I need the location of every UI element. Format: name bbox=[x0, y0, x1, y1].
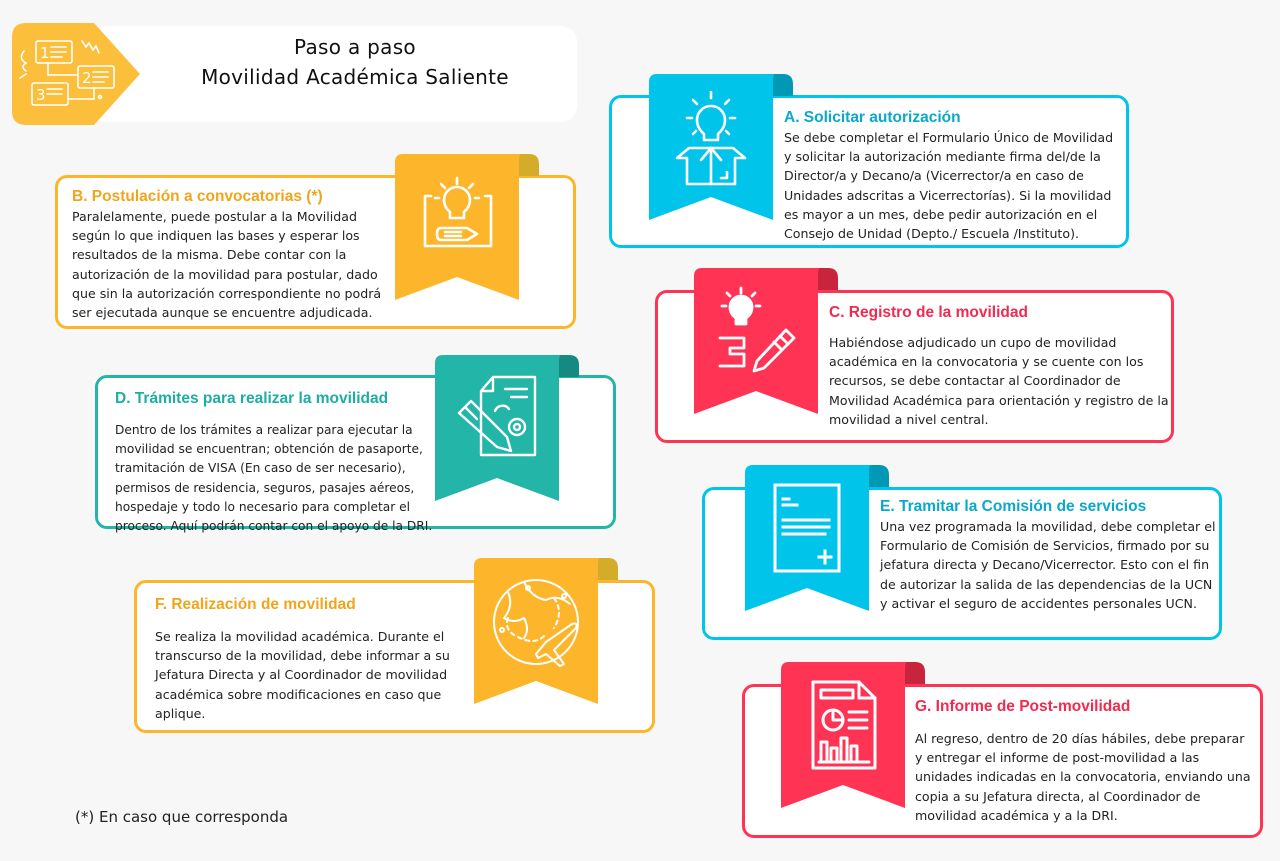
footnote: (*) En caso que corresponda bbox=[75, 808, 289, 826]
step-body-d: Dentro de los trámites a realizar para ejecutar la movilidad se encuentran; obtención de pasaporte, tramitación de VISA (En caso de ser necesario), permisos de residencia, seguros, pasajes aéreos, hospedaje y todo lo necesario para completar el proceso. Aquí podrán contar con el apoyo de la DRI. bbox=[115, 423, 433, 534]
step-title-a: A. Solicitar autorización bbox=[784, 109, 961, 126]
step-text-f bbox=[155, 595, 475, 723]
step-title-d: D. Trámites para realizar la movilidad bbox=[115, 390, 389, 407]
svg-text:2: 2 bbox=[82, 69, 92, 87]
numbered-steps-icon bbox=[12, 23, 142, 125]
step-text-b bbox=[72, 187, 397, 322]
step-title-e: E. Tramitar la Comisión de servicios bbox=[880, 498, 1147, 515]
step-text-a bbox=[784, 108, 1124, 243]
step-ribbon-e bbox=[745, 465, 891, 615]
step-body-b: Paralelamente, puede postular a la Movilidad según lo que indiquen las bases y esperar los resultados de la misma. Debe contar con la autorización de la movilidad para postular, dado que sin la autorización correspondiente no podrá ser ejecutada aunque se encuentre adjudicada. bbox=[72, 209, 382, 321]
header-badge bbox=[12, 23, 142, 125]
step-body-a: Se debe completar el Formulario Único de Movilidad y solicitar la autorización mediante firma del/de la Director/a y Decano/a (Vicerrector/a en caso de Unidades adscritas a Vicerrectorías). Si la movilidad es mayor a un mes, debe pedir autorización en el Consejo de Unidad (Depto./ Escuela /Instituto). bbox=[784, 130, 1114, 242]
step-text-e bbox=[880, 497, 1220, 613]
step-ribbon-g bbox=[781, 662, 927, 812]
step-body-c: Habiéndose adjudicado un cupo de movilidad académica en la convocatoria y se cuente con los recursos, se debe contactar al Coordinador de Movilidad Académica para orientación y registro de la movilidad a nivel central. bbox=[829, 335, 1169, 427]
page-title bbox=[140, 32, 570, 92]
step-title-b: B. Postulación a convocatorias (*) bbox=[72, 188, 323, 205]
step-ribbon-d bbox=[435, 355, 581, 505]
step-text-g bbox=[915, 697, 1255, 825]
step-ribbon-c bbox=[694, 268, 840, 418]
svg-text:1: 1 bbox=[40, 44, 50, 62]
step-text-c bbox=[829, 303, 1169, 429]
step-body-e: Una vez programada la movilidad, debe completar el Formulario de Comisión de Servicios, firmado por su jefatura directa y Decano/Vicerrector. Esto con el fin de autorizar la salida de las dependencias de la UCN y activar el seguro de accidentes personales UCN. bbox=[880, 519, 1216, 611]
page-title-line2: Movilidad Académica Saliente bbox=[201, 65, 509, 89]
step-body-g: Al regreso, dentro de 20 días hábiles, debe preparar y entregar el informe de post-movilidad a las unidades indicadas en la convocatoria, enviando una copia a su Jefatura directa, al Coordinador de movilidad académica y a la DRI. bbox=[915, 731, 1251, 823]
step-ribbon-a bbox=[649, 74, 795, 224]
step-text-d bbox=[115, 389, 445, 536]
step-body-f: Se realiza la movilidad académica. Durante el transcurso de la movilidad, debe informar a su Jefatura Directa y al Coordinador de movilidad académica sobre modificaciones en caso que aplique. bbox=[155, 629, 450, 721]
step-title-f: F. Realización de movilidad bbox=[155, 596, 356, 613]
page-title-line1: Paso a paso bbox=[294, 35, 416, 59]
step-ribbon-b bbox=[395, 154, 541, 304]
step-title-g: G. Informe de Post-movilidad bbox=[915, 698, 1131, 715]
step-title-c: C. Registro de la movilidad bbox=[829, 304, 1028, 321]
svg-text:3: 3 bbox=[36, 86, 46, 104]
step-ribbon-f bbox=[474, 558, 620, 708]
